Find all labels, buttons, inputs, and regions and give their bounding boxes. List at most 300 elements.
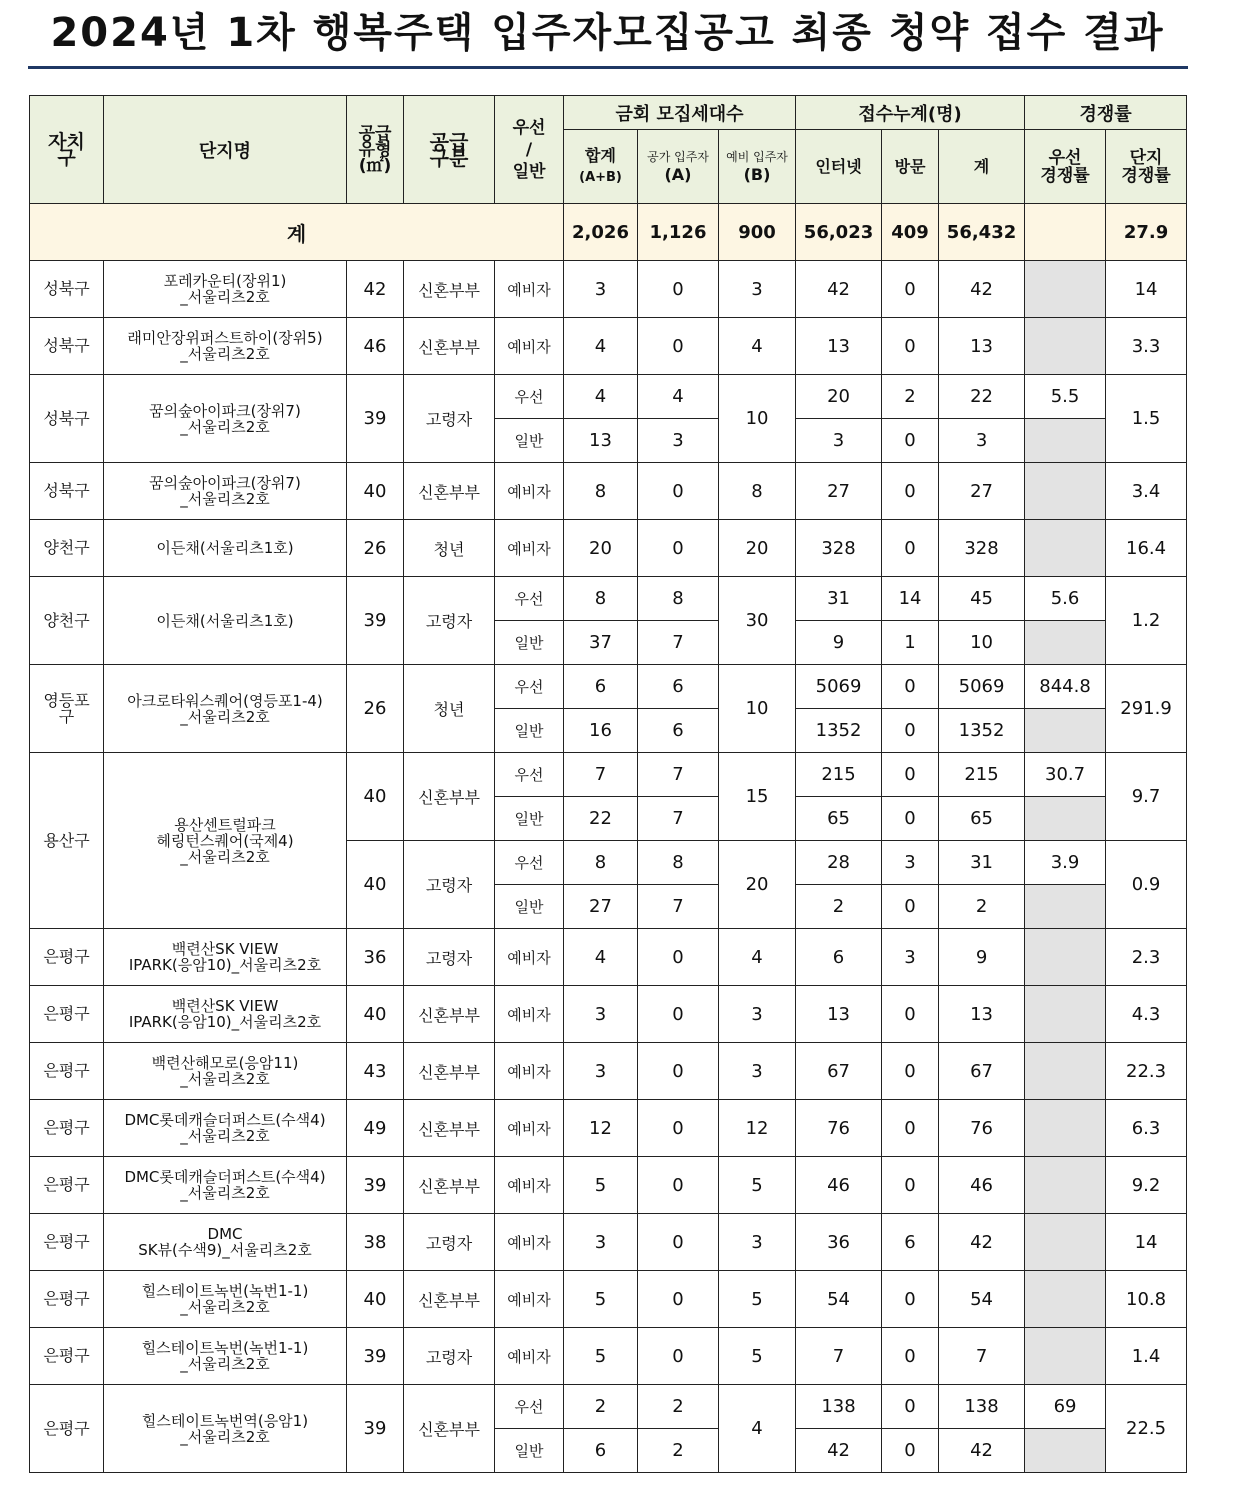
header-gu-label: 자치구: [48, 130, 85, 169]
header-class: [404, 96, 495, 204]
row-b: 4: [719, 1385, 796, 1473]
header-row: [30, 96, 1187, 130]
row-comp-pri: [1025, 1100, 1106, 1157]
table-row: [30, 577, 1187, 621]
row-a: 0: [638, 929, 719, 986]
row-name-line: 꿈의숲아이파크(장위7): [149, 474, 301, 492]
table-row: [30, 520, 1187, 577]
row-sum: 6: [564, 1429, 638, 1473]
header-class-label: 공급구분: [429, 129, 469, 170]
row-name-line: IPARK(응암10)_서울리츠2호: [128, 1013, 322, 1031]
row-comp-pri: [1025, 621, 1106, 665]
row-sum: 16: [564, 709, 638, 753]
row-type: 39: [347, 1157, 404, 1214]
row-name: [104, 986, 347, 1043]
row-b: 10: [719, 375, 796, 463]
row-name: [104, 1100, 347, 1157]
row-name-line: _서울리츠2호: [180, 1127, 270, 1145]
table-row: [30, 463, 1187, 520]
row-comp-pri: [1025, 885, 1106, 929]
row-b: 3: [719, 1043, 796, 1100]
row-class: 고령자: [404, 375, 495, 463]
row-name-line: 백련산SK VIEW: [171, 997, 279, 1015]
row-comp-pri: [1025, 463, 1106, 520]
row-visit: 0: [882, 1157, 939, 1214]
row-total: 45: [939, 577, 1025, 621]
row-class: 신혼부부: [404, 1100, 495, 1157]
header-priority-line2: /: [525, 139, 533, 160]
header-recruit: 금회 모집세대수: [564, 96, 796, 130]
row-priority: 일반: [495, 1429, 564, 1473]
row-total: 13: [939, 318, 1025, 375]
row-name-line: 이든채(서울리츠1호): [156, 539, 294, 557]
row-visit: 0: [882, 797, 939, 841]
row-name-line: _서울리츠2호: [180, 490, 270, 508]
header-visit: 방문: [882, 130, 939, 204]
row-b: 12: [719, 1100, 796, 1157]
row-comp-pri: [1025, 986, 1106, 1043]
row-internet: 67: [796, 1043, 882, 1100]
header-type-line3: (㎡): [358, 155, 392, 176]
header-comp-pri: [1025, 130, 1106, 204]
row-priority: 예비자: [495, 318, 564, 375]
row-a: 3: [638, 419, 719, 463]
row-visit: 2: [882, 375, 939, 419]
row-a: 4: [638, 375, 719, 419]
row-name: [104, 1271, 347, 1328]
header-comp-site: [1106, 130, 1187, 204]
row-visit: 0: [882, 463, 939, 520]
row-comp-pri: [1025, 419, 1106, 463]
row-a: 0: [638, 261, 719, 318]
row-visit: 1: [882, 621, 939, 665]
table-row: [30, 1328, 1187, 1385]
row-sum: 20: [564, 520, 638, 577]
row-visit: 3: [882, 841, 939, 885]
row-visit: 0: [882, 665, 939, 709]
row-gu: 성북구: [30, 463, 104, 520]
row-visit: 0: [882, 753, 939, 797]
row-name-line: _서울리츠2호: [180, 1427, 270, 1446]
row-name: [104, 577, 347, 665]
row-visit: 0: [882, 261, 939, 318]
row-type: 36: [347, 929, 404, 986]
row-sum: 5: [564, 1328, 638, 1385]
row-class: 고령자: [404, 1328, 495, 1385]
row-comp-pri: [1025, 1043, 1106, 1100]
row-a: 0: [638, 520, 719, 577]
row-b: 5: [719, 1157, 796, 1214]
row-type: 40: [347, 753, 404, 841]
table-row: [30, 1271, 1187, 1328]
row-name-line: 백련산SK VIEW: [171, 940, 279, 958]
row-total: 31: [939, 841, 1025, 885]
header-b-line1: 예비 입주자: [726, 150, 788, 164]
header-internet: 인터넷: [796, 130, 882, 204]
row-class: 고령자: [404, 577, 495, 665]
row-rate: 22.3: [1106, 1043, 1187, 1100]
row-priority: 예비자: [495, 1214, 564, 1271]
row-name: [104, 318, 347, 375]
row-priority: 예비자: [495, 1157, 564, 1214]
row-gu: 성북구: [30, 318, 104, 375]
row-total: 5069: [939, 665, 1025, 709]
row-class: 청년: [404, 520, 495, 577]
row-visit: 6: [882, 1214, 939, 1271]
row-total: 3: [939, 419, 1025, 463]
row-type: 46: [347, 318, 404, 375]
total-b: 900: [719, 204, 796, 261]
row-b: 15: [719, 753, 796, 841]
row-name: [104, 665, 347, 753]
row-gu: [30, 665, 104, 753]
row-type: 40: [347, 463, 404, 520]
row-class: 신혼부부: [404, 1271, 495, 1328]
row-priority: 일반: [495, 419, 564, 463]
header-type-line2: 유형: [358, 139, 392, 160]
row-gu: 은평구: [30, 1157, 104, 1214]
row-class: 고령자: [404, 841, 495, 929]
row-priority: 일반: [495, 797, 564, 841]
row-type: 26: [347, 520, 404, 577]
row-sum: 3: [564, 1214, 638, 1271]
row-comp-pri: [1025, 1214, 1106, 1271]
row-a: 0: [638, 463, 719, 520]
header-gu: [30, 96, 104, 204]
row-class: 청년: [404, 665, 495, 753]
row-internet: 54: [796, 1271, 882, 1328]
row-sum: 4: [564, 375, 638, 419]
row-visit: 0: [882, 1328, 939, 1385]
row-gu: 양천구: [30, 520, 104, 577]
row-name: [104, 1214, 347, 1271]
row-b: 20: [719, 841, 796, 929]
row-sum: 8: [564, 577, 638, 621]
row-type: 40: [347, 986, 404, 1043]
row-internet: 46: [796, 1157, 882, 1214]
row-internet: 31: [796, 577, 882, 621]
row-visit: 0: [882, 709, 939, 753]
row-total: 7: [939, 1328, 1025, 1385]
row-priority: 일반: [495, 709, 564, 753]
row-class: 고령자: [404, 1214, 495, 1271]
row-internet: 7: [796, 1328, 882, 1385]
row-gu: 은평구: [30, 1385, 104, 1473]
row-gu: 양천구: [30, 577, 104, 665]
row-name-line: DMC롯데캐슬더퍼스트(수색4): [124, 1111, 326, 1129]
row-priority: 예비자: [495, 986, 564, 1043]
row-rate: 6.3: [1106, 1100, 1187, 1157]
row-comp-pri: 5.5: [1025, 375, 1106, 419]
row-name-line: _서울리츠2호: [180, 1070, 270, 1088]
row-rate: 1.5: [1106, 375, 1187, 463]
row-comp-pri: 3.9: [1025, 841, 1106, 885]
title-underline: [28, 66, 1188, 69]
row-type: 49: [347, 1100, 404, 1157]
row-internet: 215: [796, 753, 882, 797]
total-row: [30, 204, 1187, 261]
header-a-line1: 공가 입주자: [647, 150, 709, 164]
row-type: 40: [347, 841, 404, 929]
row-a: 0: [638, 1100, 719, 1157]
row-sum: 12: [564, 1100, 638, 1157]
row-total: 42: [939, 1214, 1025, 1271]
row-visit: 0: [882, 318, 939, 375]
row-comp-pri: [1025, 520, 1106, 577]
row-gu: 은평구: [30, 1271, 104, 1328]
row-b: 3: [719, 986, 796, 1043]
row-b: 3: [719, 261, 796, 318]
row-name-line: 아크로타워스퀘어(영등포1-4): [127, 691, 323, 710]
header-type-line1: 공급: [358, 123, 392, 144]
row-visit: 0: [882, 1271, 939, 1328]
row-name-line: _서울리츠2호: [180, 1355, 270, 1373]
row-name-line: _서울리츠2호: [180, 1184, 270, 1202]
row-class: 신혼부부: [404, 261, 495, 318]
header-apply: 접수누계(명): [796, 96, 1025, 130]
row-name: [104, 1328, 347, 1385]
row-priority: 예비자: [495, 520, 564, 577]
row-a: 2: [638, 1385, 719, 1429]
row-type: 40: [347, 1271, 404, 1328]
row-a: 0: [638, 1043, 719, 1100]
table-row: [30, 986, 1187, 1043]
row-internet: 138: [796, 1385, 882, 1429]
row-name-line: 힐스테이트녹번역(응암1): [141, 1411, 309, 1430]
row-total: 67: [939, 1043, 1025, 1100]
row-name: [104, 520, 347, 577]
row-priority: 우선: [495, 841, 564, 885]
row-name-line: 꿈의숲아이파크(장위7): [149, 401, 301, 420]
row-total: 42: [939, 261, 1025, 318]
row-priority: 예비자: [495, 1328, 564, 1385]
row-comp-pri: 30.7: [1025, 753, 1106, 797]
row-comp-pri: 69: [1025, 1385, 1106, 1429]
row-total: 22: [939, 375, 1025, 419]
row-name-line: SK뷰(수색9)_서울리츠2호: [138, 1241, 312, 1259]
row-comp-pri: 844.8: [1025, 665, 1106, 709]
row-sum: 4: [564, 929, 638, 986]
row-rate: 16.4: [1106, 520, 1187, 577]
header-total: 계: [939, 130, 1025, 204]
row-internet: 3: [796, 419, 882, 463]
row-comp-pri: [1025, 261, 1106, 318]
row-total: 1352: [939, 709, 1025, 753]
table-row: [30, 1385, 1187, 1429]
table-row: [30, 753, 1187, 797]
row-gu: 은평구: [30, 929, 104, 986]
table-row: [30, 665, 1187, 709]
row-visit: 0: [882, 1043, 939, 1100]
row-rate: 2.3: [1106, 929, 1187, 986]
row-name-line: 포레카운티(장위1): [163, 272, 287, 290]
row-sum: 5: [564, 1157, 638, 1214]
row-name-line: _서울리츠2호: [180, 847, 270, 866]
row-type: 26: [347, 665, 404, 753]
row-class: 신혼부부: [404, 463, 495, 520]
row-gu: 은평구: [30, 1214, 104, 1271]
total-sum: 2,026: [564, 204, 638, 261]
table-row: [30, 375, 1187, 419]
header-sum: [564, 130, 638, 204]
row-a: 7: [638, 797, 719, 841]
row-type: 39: [347, 1328, 404, 1385]
table-row: [30, 1043, 1187, 1100]
row-internet: 36: [796, 1214, 882, 1271]
row-priority: 예비자: [495, 463, 564, 520]
row-name-line: 이든채(서울리츠1호): [156, 611, 294, 630]
row-gu: 은평구: [30, 1043, 104, 1100]
row-gu: 은평구: [30, 1328, 104, 1385]
row-priority: 예비자: [495, 1100, 564, 1157]
row-type: 39: [347, 1385, 404, 1473]
table-row: [30, 261, 1187, 318]
row-comp-pri: [1025, 318, 1106, 375]
row-comp-pri: [1025, 1271, 1106, 1328]
row-sum: 3: [564, 261, 638, 318]
row-visit: 0: [882, 1429, 939, 1473]
row-b: 5: [719, 1271, 796, 1328]
row-internet: 5069: [796, 665, 882, 709]
header-comp-site-line2: 경쟁률: [1121, 165, 1171, 186]
row-rate: 9.2: [1106, 1157, 1187, 1214]
row-a: 6: [638, 709, 719, 753]
header-comp-site-line1: 단지: [1129, 147, 1163, 168]
row-gu: 은평구: [30, 1100, 104, 1157]
row-rate: 1.2: [1106, 577, 1187, 665]
total-a: 1,126: [638, 204, 719, 261]
total-count: 56,432: [939, 204, 1025, 261]
row-rate: 3.4: [1106, 463, 1187, 520]
row-name-line: _서울리츠2호: [180, 345, 270, 363]
total-comp-pri: [1025, 204, 1106, 261]
table-row: [30, 1214, 1187, 1271]
row-comp-pri: [1025, 709, 1106, 753]
row-a: 2: [638, 1429, 719, 1473]
row-priority: 우선: [495, 753, 564, 797]
row-visit: 0: [882, 885, 939, 929]
row-gu-label: 영등포구: [43, 690, 90, 726]
header-priority-line3: 일반: [512, 161, 546, 182]
row-priority: 일반: [495, 621, 564, 665]
header-competition: 경쟁률: [1025, 96, 1187, 130]
row-b: 10: [719, 665, 796, 753]
row-b: 8: [719, 463, 796, 520]
header-comp-pri-line2: 경쟁률: [1040, 165, 1090, 186]
total-label: 계: [30, 204, 564, 261]
row-gu: 은평구: [30, 986, 104, 1043]
row-gu: 성북구: [30, 375, 104, 463]
row-rate: 0.9: [1106, 841, 1187, 929]
row-class: 고령자: [404, 929, 495, 986]
row-a: 6: [638, 665, 719, 709]
row-internet: 42: [796, 1429, 882, 1473]
row-total: 46: [939, 1157, 1025, 1214]
row-comp-pri: 5.6: [1025, 577, 1106, 621]
row-name-line: _서울리츠2호: [180, 1298, 270, 1316]
table-row: [30, 1100, 1187, 1157]
row-priority: 예비자: [495, 261, 564, 318]
row-rate: 3.3: [1106, 318, 1187, 375]
row-priority: 우선: [495, 665, 564, 709]
header-name: 단지명: [104, 96, 347, 204]
header-type: [347, 96, 404, 204]
row-rate: 22.5: [1106, 1385, 1187, 1473]
row-sum: 3: [564, 1043, 638, 1100]
row-name: [104, 1385, 347, 1473]
row-rate: 14: [1106, 1214, 1187, 1271]
row-sum: 2: [564, 1385, 638, 1429]
row-sum: 13: [564, 419, 638, 463]
row-internet: 65: [796, 797, 882, 841]
row-name: [104, 375, 347, 463]
row-type: 39: [347, 577, 404, 665]
row-name-line: 힐스테이트녹번(녹번1-1): [141, 1282, 309, 1300]
row-total: 65: [939, 797, 1025, 841]
row-name-line: 힐스테이트녹번(녹번1-1): [141, 1339, 309, 1357]
row-priority: 예비자: [495, 1271, 564, 1328]
row-rate: 4.3: [1106, 986, 1187, 1043]
total-rate: 27.9: [1106, 204, 1187, 261]
row-visit: 3: [882, 929, 939, 986]
row-a: 0: [638, 1328, 719, 1385]
row-internet: 42: [796, 261, 882, 318]
row-priority: 일반: [495, 885, 564, 929]
row-b: 5: [719, 1328, 796, 1385]
row-total: 2: [939, 885, 1025, 929]
row-internet: 20: [796, 375, 882, 419]
row-name-line: _서울리츠2호: [180, 417, 270, 436]
row-name-line: 래미안장위퍼스트하이(장위5): [127, 329, 323, 347]
row-sum: 7: [564, 753, 638, 797]
row-internet: 1352: [796, 709, 882, 753]
row-priority: 우선: [495, 1385, 564, 1429]
row-class: 신혼부부: [404, 1043, 495, 1100]
row-class: 신혼부부: [404, 1385, 495, 1473]
row-name-line: IPARK(응암10)_서울리츠2호: [128, 956, 322, 974]
row-rate: 14: [1106, 261, 1187, 318]
row-name-line: _서울리츠2호: [180, 707, 270, 726]
row-class: 신혼부부: [404, 986, 495, 1043]
row-visit: 0: [882, 419, 939, 463]
row-name-line: 헤링턴스퀘어(국제4): [156, 831, 294, 850]
row-name-line: DMC롯데캐슬더퍼스트(수색4): [124, 1168, 326, 1186]
row-internet: 6: [796, 929, 882, 986]
row-name: [104, 753, 347, 929]
row-sum: 37: [564, 621, 638, 665]
row-name: [104, 1043, 347, 1100]
table-row: [30, 318, 1187, 375]
row-comp-pri: [1025, 929, 1106, 986]
row-name-line: DMC: [207, 1225, 243, 1243]
row-visit: 0: [882, 1100, 939, 1157]
row-b: 30: [719, 577, 796, 665]
row-name-line: 용산센트럴파크: [174, 815, 276, 834]
row-b: 4: [719, 318, 796, 375]
row-visit: 0: [882, 1385, 939, 1429]
row-gu: 용산구: [30, 753, 104, 929]
row-visit: 14: [882, 577, 939, 621]
row-total: 215: [939, 753, 1025, 797]
row-internet: 2: [796, 885, 882, 929]
row-name: [104, 929, 347, 986]
row-priority: 우선: [495, 577, 564, 621]
row-internet: 76: [796, 1100, 882, 1157]
row-total: 328: [939, 520, 1025, 577]
row-rate: 291.9: [1106, 665, 1187, 753]
results-table: [29, 95, 1187, 1473]
row-type: 39: [347, 375, 404, 463]
